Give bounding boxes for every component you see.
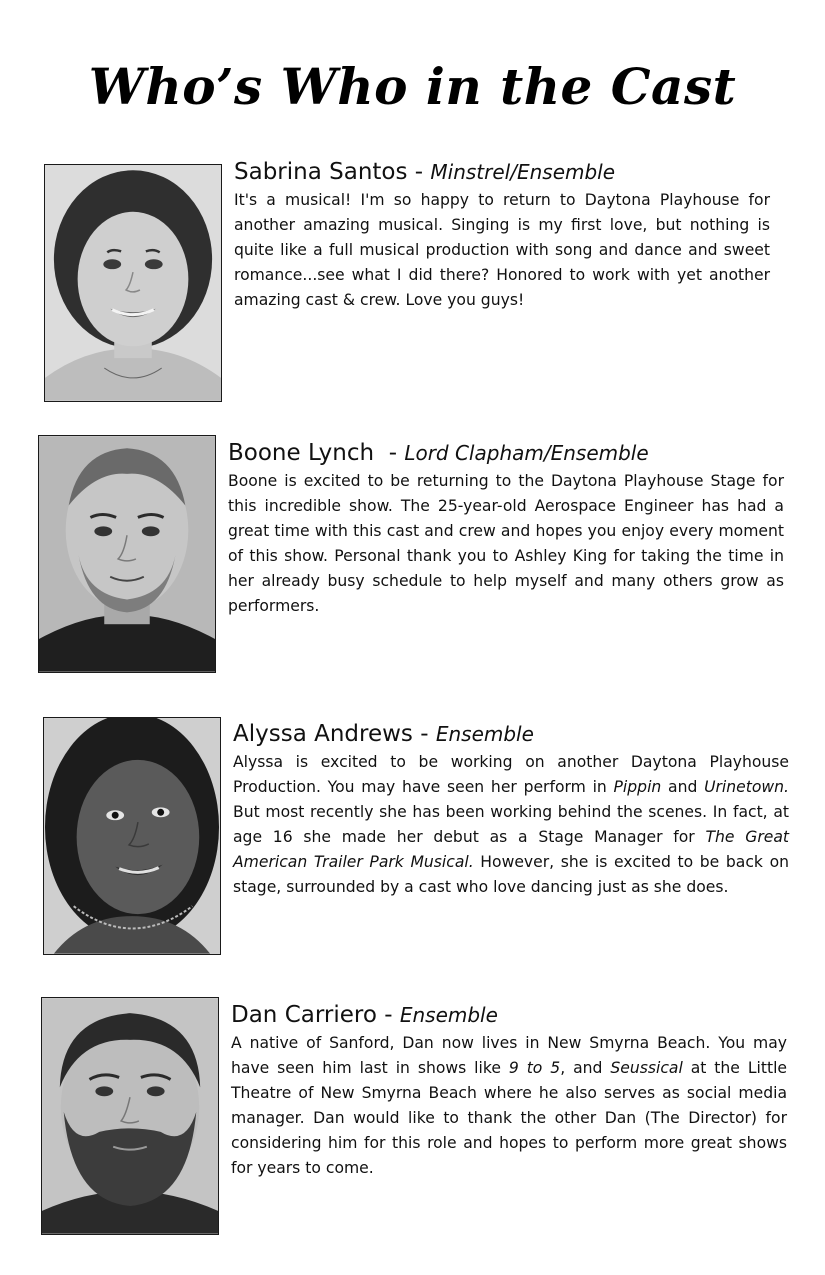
heading-separator: - [374, 440, 405, 466]
show-title: 9 to 5 [508, 1059, 561, 1077]
bio-text: and [661, 778, 705, 796]
show-title: Pippin [613, 778, 662, 796]
cast-role: Ensemble [399, 1003, 498, 1027]
show-title: Seussical [610, 1059, 683, 1077]
headshot-dan-carriero [41, 997, 219, 1235]
bio-text: , and [560, 1059, 611, 1077]
headshot-sabrina-santos [44, 164, 222, 402]
cast-role: Minstrel/Ensemble [430, 160, 616, 184]
cast-heading [233, 720, 789, 748]
bio-text: However, she is excited to be back on stage, surrounded by a cast who love dancing just as she does. [233, 853, 789, 896]
cast-bio [231, 1031, 787, 1181]
bio-dan-carriero [231, 1001, 787, 1181]
cast-name: Boone Lynch [228, 440, 375, 466]
cast-bio: It's a musical! I'm so happy to return to Daytona Playhouse for another amazing musical. Singing is my first love, but nothing is quite like a full musical production with song and dance and sweet romance...see what I did there? Honored to work with yet another amazing cast & crew. Love you guys! [234, 191, 770, 309]
bio-alyssa-andrews [233, 720, 789, 900]
heading-separator: - [376, 1002, 400, 1028]
cast-role: Ensemble [435, 722, 534, 746]
bio-text: But most recently she has been working behind the scenes. In fact, at age 16 she made her debut as a Stage Manager for [233, 803, 789, 846]
show-title: The Great American Trailer Park Musical. [233, 828, 790, 871]
heading-separator: - [412, 721, 436, 747]
cast-heading [228, 439, 784, 467]
bio-text: Alyssa is excited to be working on another Daytona Playhouse Production. You may have seen her perform in [233, 753, 789, 796]
cast-bio: Boone is excited to be returning to the Daytona Playhouse Stage for this incredible show. The 25-year-old Aerospace Engineer has had a great time with this cast and crew and hopes you enjoy every moment of this show. Personal thank you to Ashley King for taking the time in her already busy schedule to help myself and many others grow as performers. [228, 472, 784, 615]
bio-text: at the Little Theatre of New Smyrna Beach where he also serves as social media manager. Dan would like to thank the other Dan (The Director) for considering him for this role and hopes to perform more great shows for years to come. [231, 1059, 787, 1177]
bio-boone-lynch [228, 439, 784, 619]
headshot-alyssa-andrews [43, 717, 221, 955]
cast-role: Lord Clapham/Ensemble [404, 441, 649, 465]
cast-heading [231, 1001, 787, 1029]
cast-name: Sabrina Santos [234, 159, 408, 185]
bio-sabrina-santos [234, 158, 770, 313]
headshot-boone-lynch [38, 435, 216, 673]
show-title: Urinetown. [704, 778, 789, 796]
cast-heading [234, 158, 770, 186]
cast-name: Dan Carriero [231, 1002, 377, 1028]
cast-name: Alyssa Andrews [233, 721, 413, 747]
cast-bio [233, 750, 789, 900]
page-title: Who’s Who in the Cast [88, 57, 737, 116]
heading-separator: - [407, 159, 431, 185]
bio-text: A native of Sanford, Dan now lives in New Smyrna Beach. You may have seen him last in shows like [231, 1034, 787, 1077]
